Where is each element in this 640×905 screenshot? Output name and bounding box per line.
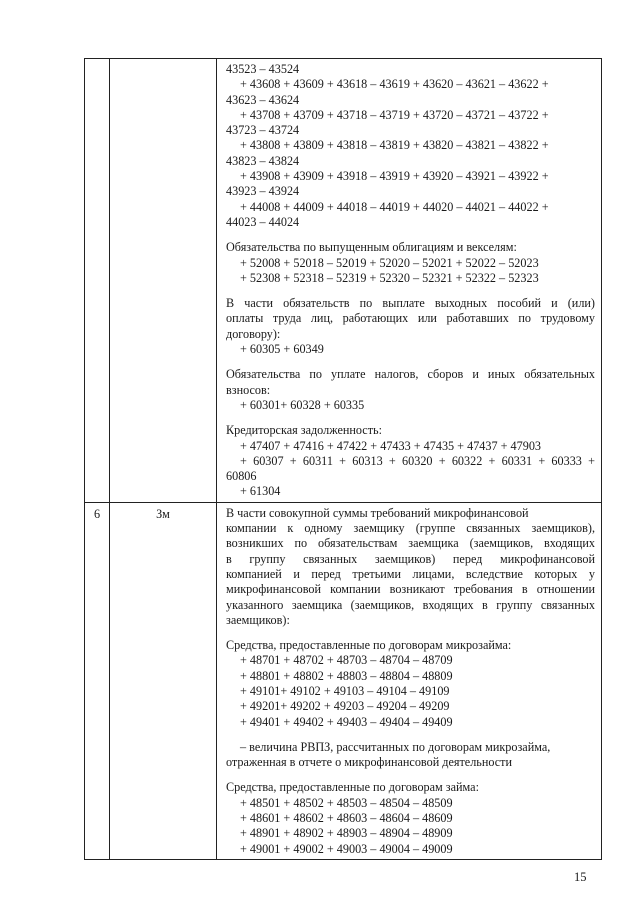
text-block [226, 62, 595, 230]
text-line: + 60301+ 60328 + 60335 [240, 397, 365, 412]
text-line: 43523 – 43524 [226, 62, 300, 76]
text-line: отраженная в отчете о микрофинансовой деятельности [226, 755, 513, 770]
text-line: компанией и перед третьими лицами, вследствие которых у [226, 566, 595, 581]
text-line: 60806 [226, 469, 257, 484]
text-block [226, 638, 595, 730]
text-line: + 48801 + 48802 + 48803 – 48804 – 48809 [240, 668, 453, 683]
table-row-6 [85, 502, 602, 859]
text-line: + 47407 + 47416 + 47422 + 47433 + 47435 + 47437 + 47903 [240, 438, 542, 453]
text-line: В части обязательств по выплате выходных пособий и (или) [226, 296, 595, 311]
text-block [226, 367, 595, 413]
text-line: 43823 – 43824 [226, 153, 300, 168]
text-line: Средства, предоставленные по договорам микрозайма: [226, 638, 512, 653]
text-line: В части совокупной суммы требований микрофинансовой [226, 505, 529, 520]
text-block [226, 296, 595, 357]
row-number-cell [85, 59, 110, 503]
text-line: + 48901 + 48902 + 48903 – 48904 – 48909 [240, 826, 453, 841]
text-line: 44023 – 44024 [226, 214, 300, 229]
text-line: Обязательства по выпущенным облигациям и векселям: [226, 240, 517, 255]
text-block [226, 506, 595, 628]
row-code-cell [110, 59, 217, 503]
text-block [226, 240, 595, 286]
row-content-cell [217, 59, 602, 503]
text-line: + 60305 + 60349 [240, 342, 324, 357]
text-line: компании к одному заемщику (группе связанных заемщиков), [226, 521, 595, 536]
row-content [217, 59, 601, 502]
row-content [217, 503, 601, 859]
text-line: + 52308 + 52318 – 52319 + 52320 – 52321 + 52322 – 52323 [240, 270, 539, 285]
text-line: возникших по обязательствам заемщика (заемщиков, входящих [226, 536, 595, 551]
text-line: + 49101+ 49102 + 49103 – 49104 – 49109 [240, 683, 450, 698]
table-row-continued [85, 59, 602, 503]
text-line: указанного заемщика (заемщиков, входящих в группу связанных [226, 597, 595, 612]
text-line: – величина РВПЗ, рассчитанных по договорам микрозайма, [240, 739, 551, 754]
text-line: договору): [226, 326, 281, 341]
document-table [84, 58, 602, 860]
text-line: + 49201+ 49202 + 49203 – 49204 – 49209 [240, 699, 450, 714]
row-number-cell: 6 [85, 502, 110, 859]
text-line: 43723 – 43724 [226, 123, 300, 138]
text-line: 43623 – 43624 [226, 92, 300, 107]
text-line: + 61304 [240, 484, 281, 499]
text-line: + 49401 + 49402 + 49403 – 49404 – 49409 [240, 714, 453, 729]
text-line: взносов: [226, 382, 271, 397]
text-line: микрофинансовой компании возникают требования в отношении [226, 582, 595, 597]
row-content-cell [217, 502, 602, 859]
text-line: + 43908 + 43909 + 43918 – 43919 + 43920 – 43921 – 43922 + [240, 169, 549, 184]
text-line: + 49001 + 49002 + 49003 – 49004 – 49009 [240, 841, 453, 856]
text-line: + 60307 + 60311 + 60313 + 60320 + 60322 + 60331 + 60333 + [240, 453, 595, 468]
text-line: + 44008 + 44009 + 44018 – 44019 + 44020 – 44021 – 44022 + [240, 199, 549, 214]
text-line: Кредиторская задолженность: [226, 423, 382, 438]
text-line: в группу связанных заемщиков) перед микрофинансовой [226, 551, 595, 566]
text-line: + 43608 + 43609 + 43618 – 43619 + 43620 – 43621 – 43622 + [240, 77, 549, 92]
text-line: оплаты труда лиц, работающих или работавших по трудовому [226, 311, 595, 326]
text-line: + 43808 + 43809 + 43818 – 43819 + 43820 – 43821 – 43822 + [240, 138, 549, 153]
text-block [226, 780, 595, 856]
text-line: + 48601 + 48602 + 48603 – 48604 – 48609 [240, 811, 453, 826]
text-line: 43923 – 43924 [226, 184, 300, 199]
text-line: Средства, предоставленные по договорам займа: [226, 780, 479, 795]
text-line: заемщиков): [226, 612, 290, 627]
text-block [226, 423, 595, 499]
text-line: + 48501 + 48502 + 48503 – 48504 – 48509 [240, 795, 453, 810]
text-line: + 43708 + 43709 + 43718 – 43719 + 43720 – 43721 – 43722 + [240, 107, 549, 122]
text-line: Обязательства по уплате налогов, сборов и иных обязательных [226, 367, 595, 382]
page-number: 15 [574, 870, 587, 884]
text-line: + 52008 + 52018 – 52019 + 52020 – 52021 + 52022 – 52023 [240, 255, 539, 270]
text-line: + 48701 + 48702 + 48703 – 48704 – 48709 [240, 653, 453, 668]
row-code-cell: Зм [110, 502, 217, 859]
text-block [226, 740, 595, 771]
